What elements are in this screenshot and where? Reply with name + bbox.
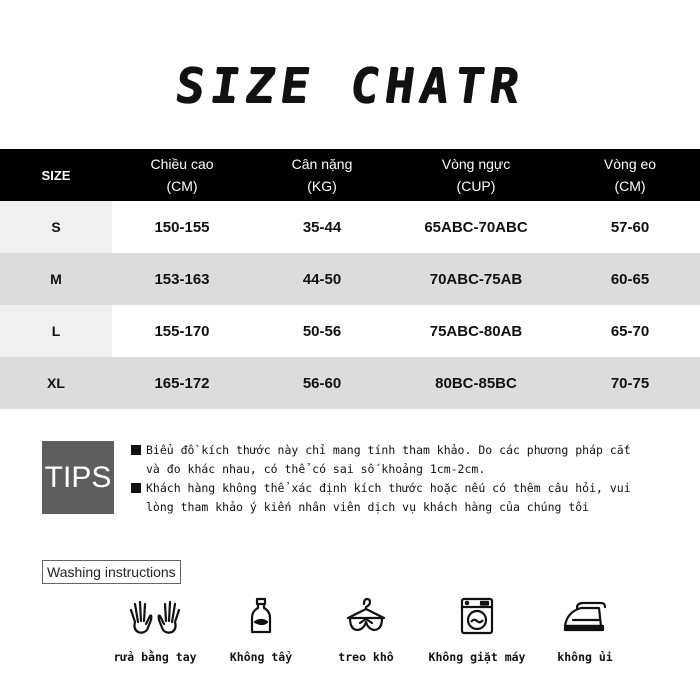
no-iron-icon <box>557 596 613 636</box>
hand-wash-icon <box>127 596 183 636</box>
waist-cell: 57-60 <box>560 201 700 253</box>
bullet-icon <box>131 483 141 493</box>
size-cell: L <box>0 305 112 357</box>
table-row <box>0 201 700 253</box>
bullet-icon <box>131 445 141 455</box>
bust-cell: 80BC-85BC <box>392 357 560 409</box>
table-row <box>0 253 700 305</box>
weight-cell: 50-56 <box>252 305 392 357</box>
page-title: SIZE CHATR <box>171 58 529 114</box>
header-weight: Cân nặng (KG) <box>252 149 392 201</box>
weight-cell: 44-50 <box>252 253 392 305</box>
height-cell: 153-163 <box>112 253 252 305</box>
wash-caption: treo khô <box>338 650 394 664</box>
wash-caption: Không giặt máy <box>428 650 526 664</box>
bust-cell: 75ABC-80AB <box>392 305 560 357</box>
hang-dry-icon <box>338 596 394 636</box>
weight-cell: 56-60 <box>252 357 392 409</box>
table-row <box>0 357 700 409</box>
tip-line: Biểu đồ kích thước này chỉ mang tính tham khảo. Do các phương pháp cắt <box>131 441 671 460</box>
tip-line: và đo khác nhau, có thể có sai số khoảng 1cm-2cm. <box>146 462 486 476</box>
header-size: SIZE <box>0 149 112 201</box>
wash-caption: rửa bằng tay <box>113 650 197 664</box>
no-machine-wash-icon <box>449 596 505 636</box>
no-bleach-icon <box>233 596 289 636</box>
size-chart-table <box>0 149 700 409</box>
weight-cell: 35-44 <box>252 201 392 253</box>
wash-item-hang-dry <box>311 596 421 664</box>
bust-cell: 65ABC-70ABC <box>392 201 560 253</box>
wash-caption: không ủi <box>557 650 613 664</box>
height-cell: 165-172 <box>112 357 252 409</box>
header-bust: Vòng ngực (CUP) <box>392 149 560 201</box>
wash-item-no-bleach <box>206 596 316 664</box>
header-waist: Vòng eo (CM) <box>560 149 700 201</box>
bust-cell: 70ABC-75AB <box>392 253 560 305</box>
waist-cell: 65-70 <box>560 305 700 357</box>
height-cell: 155-170 <box>112 305 252 357</box>
size-cell: S <box>0 201 112 253</box>
tips-badge: TIPS <box>42 441 114 514</box>
tips-text <box>131 441 671 517</box>
size-cell: M <box>0 253 112 305</box>
wash-caption: Không tẩy <box>229 650 293 664</box>
washing-instructions-label: Washing instructions <box>42 560 181 584</box>
waist-cell: 60-65 <box>560 253 700 305</box>
table-row <box>0 305 700 357</box>
tip-line: lòng tham khảo ý kiến nhân viên dịch vụ khách hàng của chúng tôi <box>146 500 590 514</box>
size-cell: XL <box>0 357 112 409</box>
header-height: Chiều cao (CM) <box>112 149 252 201</box>
waist-cell: 70-75 <box>560 357 700 409</box>
wash-item-hand-wash <box>100 596 210 664</box>
height-cell: 150-155 <box>112 201 252 253</box>
tip-line: Khách hàng không thể xác định kích thước hoặc nếu có thêm câu hỏi, vui <box>131 479 671 498</box>
wash-item-no-iron <box>530 596 640 664</box>
table-header-row <box>0 149 700 201</box>
wash-item-no-machine-wash <box>422 596 532 664</box>
